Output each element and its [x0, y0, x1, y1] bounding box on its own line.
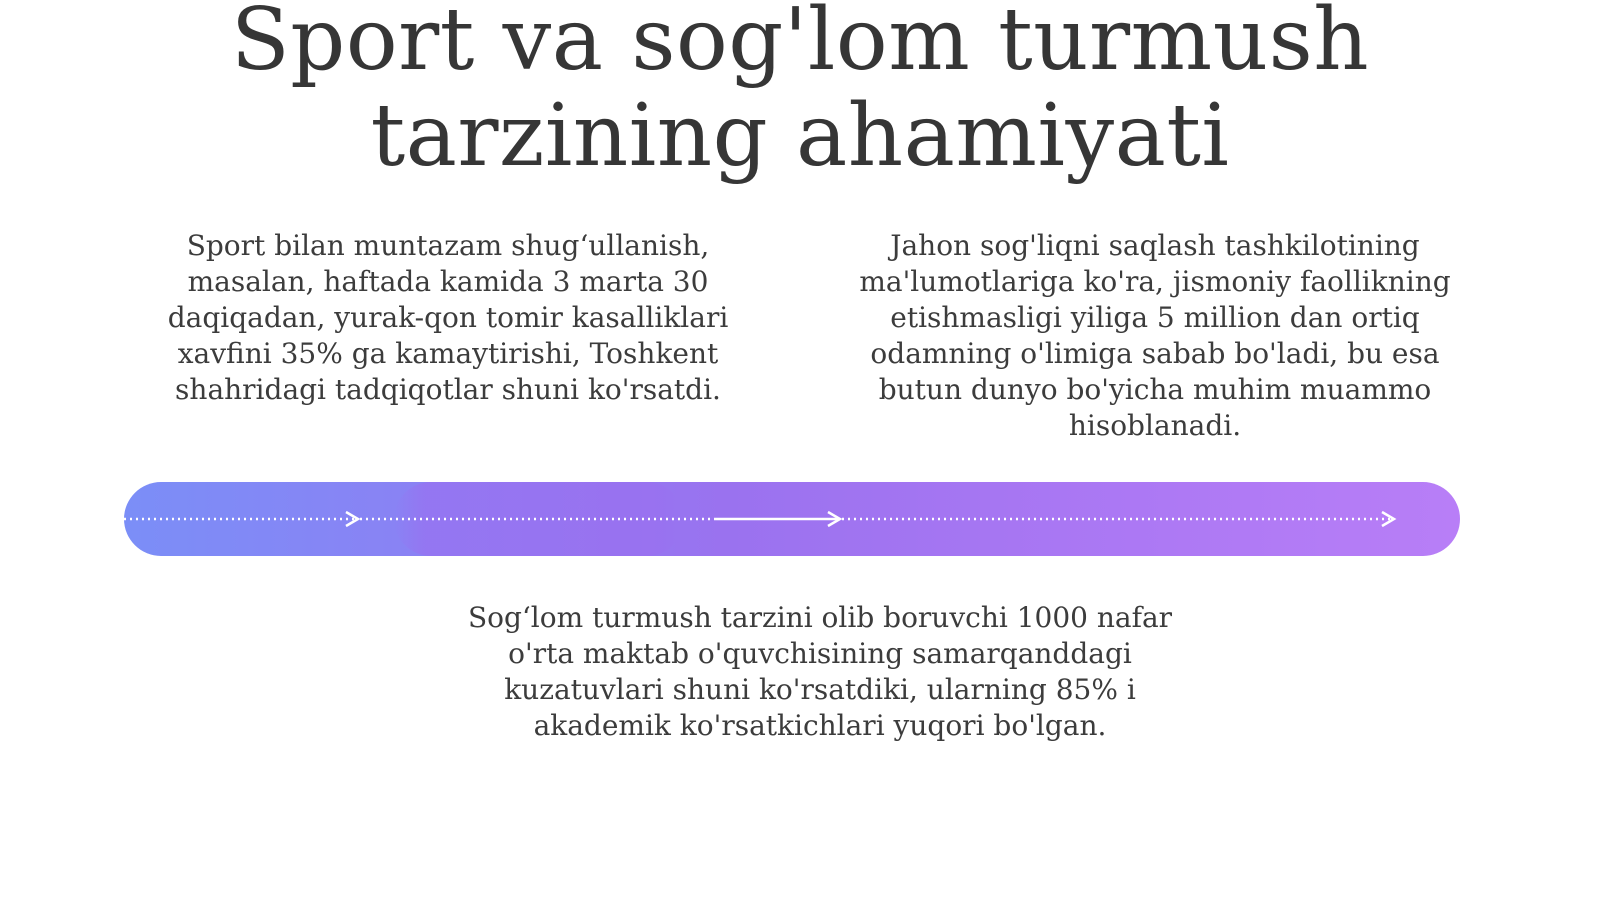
paragraph-left: Sport bilan muntazam shug‘ullanish, masalan, haftada kamida 3 marta 30 daqiqadan, yurak-qon tomir kasalliklari xavfini 35% ga kamaytirishi, Toshkent shahridagi tadqiqotlar shuni ko'rsatdi.: [167, 229, 729, 406]
timeline-segment-highlight: [394, 482, 684, 556]
slide-title: Sport va sog'lom turmush tarzining ahamiyati: [230, 0, 1370, 186]
timeline-graphic: [124, 482, 1460, 556]
paragraph-right: Jahon sog'liqni saqlash tashkilotining ma'lumotlariga ko'ra, jismoniy faollikning etishmasligi yiliga 5 million dan ortiq odamning o'limiga sabab bo'ladi, bu esa butun dunyo bo'yicha muhim muammo hisoblanadi.: [859, 229, 1451, 442]
timeline-bar: [124, 482, 1460, 556]
paragraph-bottom: Sog‘lom turmush tarzini olib boruvchi 1000 nafar o'rta maktab o'quvchisining samarqanddagi kuzatuvlari shuni ko'rsatdiki, ularning 85% i akademik ko'rsatkichlari yuqori bo'lgan.: [467, 601, 1173, 742]
